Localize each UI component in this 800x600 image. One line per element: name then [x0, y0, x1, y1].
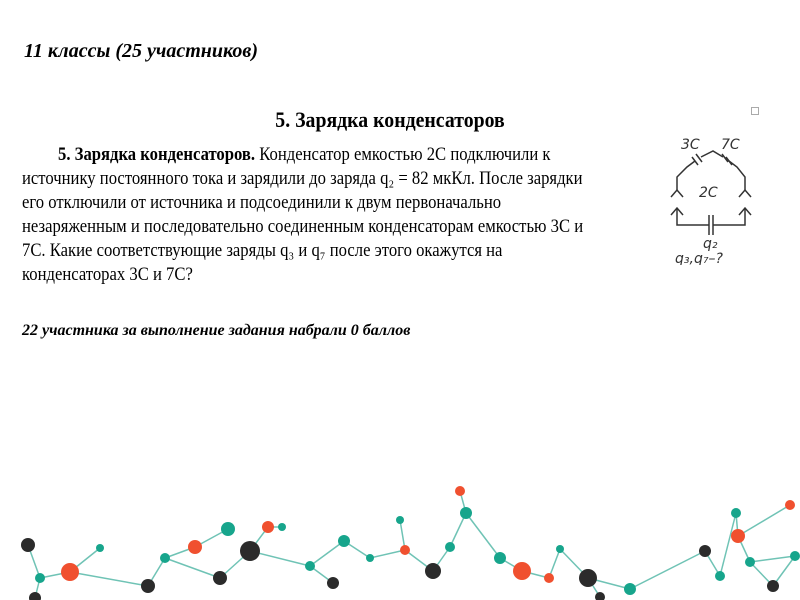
molecule-atom [305, 561, 315, 571]
label-q2: q₂ [703, 236, 718, 252]
molecule-atom [160, 553, 170, 563]
molecule-atom [745, 557, 755, 567]
molecule-atom [455, 486, 465, 496]
molecule-bond [370, 550, 405, 558]
molecule-bond [720, 513, 736, 576]
molecule-atom [21, 538, 35, 552]
label-7c: 7C [721, 137, 740, 153]
molecule-atom [460, 507, 472, 519]
molecule-atom [785, 500, 795, 510]
molecule-atom [715, 571, 725, 581]
result-text: 22 участника за выполнение задания набрали 0 баллов [22, 322, 411, 339]
molecule-atom [624, 583, 636, 595]
molecule-atom [790, 551, 800, 561]
molecule-atom [278, 523, 286, 531]
problem-line: конденсаторах 3C и 7C? [22, 265, 193, 285]
molecule-atom [595, 592, 605, 600]
capacitor-circuit-diagram [665, 135, 760, 265]
molecule-atom [327, 577, 339, 589]
problem-line: незаряженным и последовательно соединенным конденсаторам емкостью 3C и [22, 217, 584, 237]
molecule-atom [141, 579, 155, 593]
problem-line: 7C. Какие соответствующие заряды q₃ и q₇ после этого окажутся на [22, 241, 503, 261]
molecule-bond [310, 541, 344, 566]
molecule-decoration [0, 470, 800, 600]
problem-line-text: Конденсатор емкостью 2C подключили к [255, 145, 551, 165]
molecule-atom [494, 552, 506, 564]
molecule-atom [221, 522, 235, 536]
molecule-atom [188, 540, 202, 554]
problem-text [22, 143, 662, 287]
molecule-atom [731, 508, 741, 518]
molecule-bond [165, 558, 220, 578]
molecule-atom [240, 541, 260, 561]
problem-line: источнику постоянного тока и зарядили до заряда q₂ = 82 мкКл. После зарядки [22, 169, 583, 189]
molecule-atom [213, 571, 227, 585]
molecule-atom [61, 563, 79, 581]
label-3c: 3C [681, 137, 700, 153]
molecule-atom [445, 542, 455, 552]
problem-line: его отключили от источника и подсоединили к двум первоначально [22, 193, 502, 213]
molecule-atom [338, 535, 350, 547]
molecule-atom [29, 592, 41, 600]
molecule-atom [556, 545, 564, 553]
molecule-atom [731, 529, 745, 543]
molecule-atom [400, 545, 410, 555]
placeholder-square [751, 107, 759, 115]
molecule-atom [425, 563, 441, 579]
molecule-atom [96, 544, 104, 552]
molecule-bond [70, 572, 148, 586]
molecule-atom [513, 562, 531, 580]
molecule-atom [366, 554, 374, 562]
molecule-atom [767, 580, 779, 592]
molecule-atom [699, 545, 711, 557]
problem-lead: 5. Зарядка конденсаторов. [58, 145, 256, 165]
problem-heading: 5. Зарядка конденсаторов [275, 107, 505, 132]
molecule-atom [35, 573, 45, 583]
problem-line [22, 143, 598, 167]
label-question: q₃,q₇–? [675, 251, 723, 265]
molecule-bond [750, 556, 795, 562]
molecule-atom [396, 516, 404, 524]
molecule-atom [262, 521, 274, 533]
molecule-bond [630, 551, 705, 589]
molecule-atom [579, 569, 597, 587]
slide-title: 11 классы (25 участников) [24, 40, 258, 62]
label-2c: 2C [699, 185, 718, 201]
molecule-atom [544, 573, 554, 583]
molecule-bond [466, 513, 500, 558]
molecule-bond [738, 505, 790, 536]
